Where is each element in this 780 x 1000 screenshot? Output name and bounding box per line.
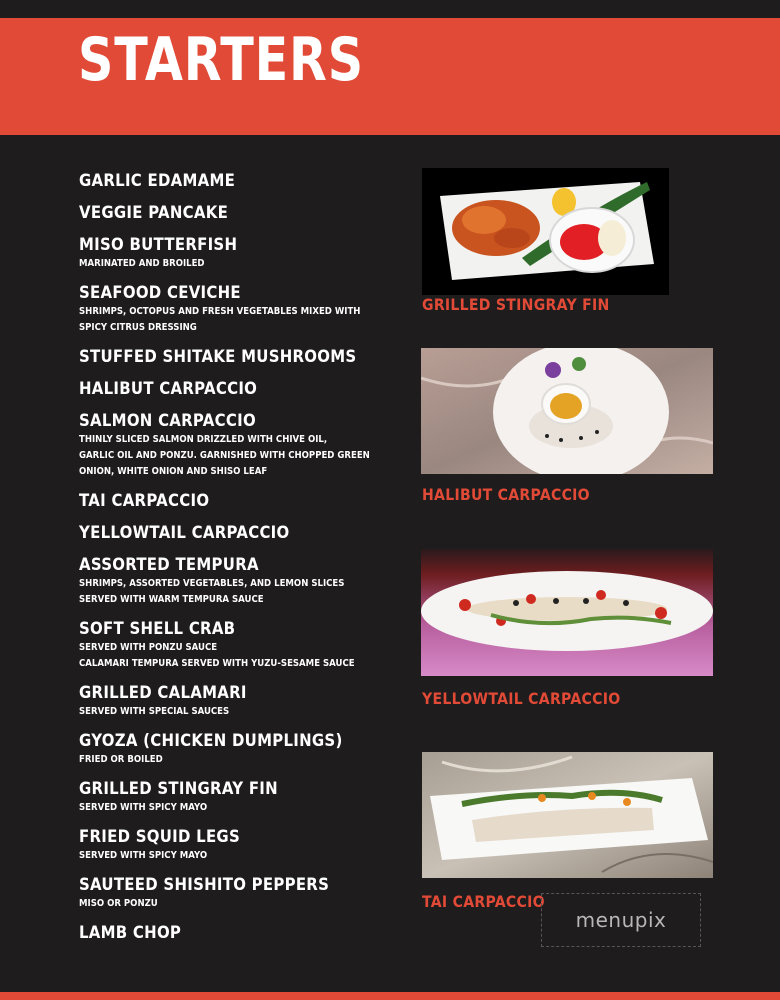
caption-tai-carpaccio: TAI CARPACCIO	[422, 892, 545, 911]
menu-item	[79, 410, 409, 480]
menu-item-name: SALMON CARPACCIO	[79, 411, 256, 431]
menu-list	[79, 170, 409, 954]
caption-grilled-stingray-fin: GRILLED STINGRAY FIN	[422, 295, 610, 314]
menu-item-description: SERVED WITH SPECIAL SAUCES	[79, 706, 230, 717]
menu-item	[79, 682, 409, 720]
menu-item-description: ONION, WHITE ONION AND SHISO LEAF	[79, 466, 268, 477]
menu-item-description: SERVED WITH WARM TEMPURA SAUCE	[79, 594, 264, 605]
menu-item-description: GARLIC OIL AND PONZU. GARNISHED WITH CHOPPED GREEN	[79, 450, 370, 461]
menu-item	[79, 922, 409, 944]
menu-item-description: SERVED WITH PONZU SAUCE	[79, 642, 218, 653]
menu-item	[79, 778, 409, 816]
menu-item	[79, 378, 409, 400]
menu-item-name: GRILLED STINGRAY FIN	[79, 779, 278, 799]
menu-item	[79, 234, 409, 272]
menupix-watermark: menupix	[541, 893, 701, 947]
menu-item-name: MISO BUTTERFISH	[79, 235, 238, 255]
bottom-accent-bar	[0, 992, 780, 1000]
menu-item-name: HALIBUT CARPACCIO	[79, 379, 258, 399]
menu-item-name: FRIED SQUID LEGS	[79, 827, 241, 847]
page-title: STARTERS	[78, 25, 364, 95]
menu-item-description: SERVED WITH SPICY MAYO	[79, 850, 208, 861]
menu-item	[79, 490, 409, 512]
menu-item-description: MARINATED AND BROILED	[79, 258, 205, 269]
caption-yellowtail-carpaccio: YELLOWTAIL CARPACCIO	[422, 689, 621, 708]
photo-grilled-stingray-fin	[422, 168, 669, 295]
menu-item-name: STUFFED SHITAKE MUSHROOMS	[79, 347, 357, 367]
menu-item-name: YELLOWTAIL CARPACCIO	[79, 523, 290, 543]
menu-item	[79, 346, 409, 368]
menu-item	[79, 826, 409, 864]
menu-item-description: MISO OR PONZU	[79, 898, 158, 909]
menu-item-description: FRIED OR BOILED	[79, 754, 163, 765]
menu-item-name: GRILLED CALAMARI	[79, 683, 247, 703]
menu-item-name: ASSORTED TEMPURA	[79, 555, 259, 575]
photo-halibut-carpaccio	[421, 348, 713, 474]
caption-halibut-carpaccio: HALIBUT CARPACCIO	[422, 485, 590, 504]
menu-item-description: SPICY CITRUS DRESSING	[79, 322, 197, 333]
menu-item-name: GARLIC EDAMAME	[79, 171, 236, 191]
menu-item	[79, 730, 409, 768]
menu-item-name: SOFT SHELL CRAB	[79, 619, 236, 639]
menu-item	[79, 874, 409, 912]
photo-yellowtail-carpaccio	[421, 549, 713, 676]
menu-item-description: SHRIMPS, ASSORTED VEGETABLES, AND LEMON SLICES	[79, 578, 345, 589]
menu-item-name: SEAFOOD CEVICHE	[79, 283, 241, 303]
menu-item	[79, 618, 409, 672]
menu-item-description: SHRIMPS, OCTOPUS AND FRESH VEGETABLES MIXED WITH	[79, 306, 361, 317]
menu-item-name: SAUTEED SHISHITO PEPPERS	[79, 875, 330, 895]
menu-item-description: SERVED WITH SPICY MAYO	[79, 802, 208, 813]
menu-item-description: CALAMARI TEMPURA SERVED WITH YUZU-SESAME SAUCE	[79, 658, 355, 669]
menu-item	[79, 282, 409, 336]
menu-item-name: TAI CARPACCIO	[79, 491, 210, 511]
menu-item	[79, 522, 409, 544]
menu-item	[79, 170, 409, 192]
menu-item	[79, 554, 409, 608]
menu-item	[79, 202, 409, 224]
menu-item-name: LAMB CHOP	[79, 923, 182, 943]
menu-item-description: THINLY SLICED SALMON DRIZZLED WITH CHIVE OIL,	[79, 434, 328, 445]
menu-item-name: VEGGIE PANCAKE	[79, 203, 229, 223]
menu-item-name: GYOZA (CHICKEN DUMPLINGS)	[79, 731, 343, 751]
photo-tai-carpaccio	[422, 752, 713, 878]
